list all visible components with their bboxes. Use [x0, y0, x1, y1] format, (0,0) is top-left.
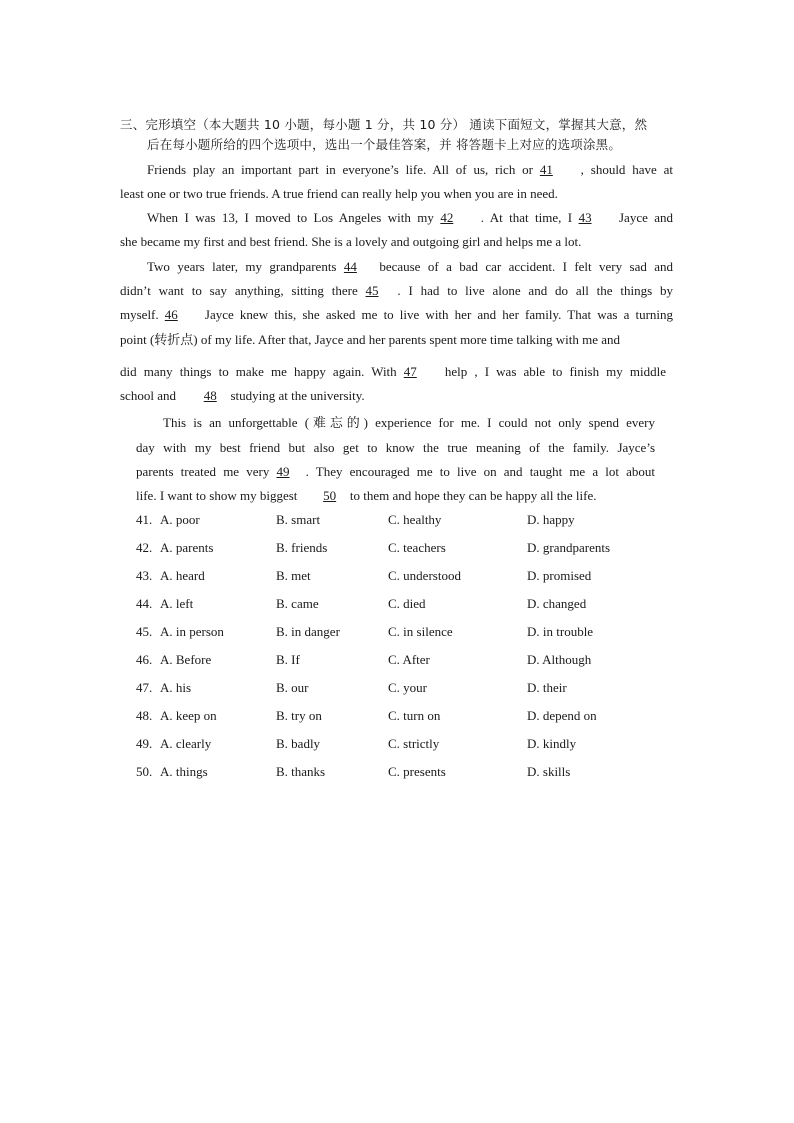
- option-c: C. in silence: [388, 624, 453, 639]
- blank-41: 41: [539, 162, 553, 177]
- option-b: B. in danger: [276, 624, 340, 639]
- passage-line: day with my best friend but also get to know the true meaning of the family. Jayce’s: [136, 440, 655, 455]
- option-a: A. keep on: [160, 708, 217, 723]
- option-b: B. came: [276, 596, 319, 611]
- passage-line: life. I want to show my biggest 50 to them and hope they can be happy all the life.: [136, 488, 597, 503]
- passage-line: myself. 46 Jayce knew this, she asked me to live with her and her family. That was a turning: [120, 307, 674, 322]
- passage-line: This is an unforgettable (难忘的) experience for me. I could not only spend every: [163, 415, 655, 430]
- option-b: B. badly: [276, 736, 321, 751]
- option-d: D. happy: [527, 512, 575, 527]
- passage-line: Friends play an important part in everyone’s life. All of us, rich or 41 , should have at: [147, 162, 674, 177]
- option-d: D. promised: [527, 568, 592, 583]
- option-a: A. left: [160, 596, 194, 611]
- option-b: B. thanks: [276, 764, 326, 779]
- question-number: 50.: [136, 764, 153, 779]
- section-header-line2: 后在每小题所给的四个选项中，选出一个最佳答案，并 将答题卡上对应的选项涂黑。: [147, 137, 622, 152]
- option-c: C. your: [388, 680, 427, 695]
- blank-46: 46: [164, 307, 178, 322]
- question-number: 41.: [136, 512, 153, 527]
- option-c: C. After: [388, 652, 430, 667]
- passage-line: point (转折点) of my life. After that, Jayce and her parents spent more time talking with me and: [120, 332, 621, 347]
- question-number: 49.: [136, 736, 153, 751]
- option-d: D. changed: [527, 596, 587, 611]
- blank-47: 47: [403, 364, 417, 379]
- passage-line: least one or two true friends. A true friend can really help you when you are in need.: [120, 186, 558, 201]
- option-d: D. their: [527, 680, 567, 695]
- passage-line: did many things to make me happy again. With 47 help , I was able to finish my middle: [120, 364, 666, 379]
- option-b: B. met: [276, 568, 311, 583]
- option-a: A. his: [160, 680, 192, 695]
- option-d: D. grandparents: [527, 540, 611, 555]
- option-d: D. kindly: [527, 736, 577, 751]
- question-number: 47.: [136, 680, 153, 695]
- question-number: 44.: [136, 596, 153, 611]
- option-c: C. died: [388, 596, 426, 611]
- blank-45: 45: [365, 283, 379, 298]
- blank-42: 42: [440, 210, 454, 225]
- blank-43: 43: [578, 210, 592, 225]
- option-d: D. Although: [527, 652, 592, 667]
- option-b: B. friends: [276, 540, 328, 555]
- blank-50: 50: [323, 488, 337, 503]
- option-c: C. presents: [388, 764, 446, 779]
- option-d: D. skills: [527, 764, 571, 779]
- section-header-line1: 三、完形填空（本大题共 10 小题，每小题 1 分，共 10 分） 通读下面短文，掌握其大意，然: [120, 117, 648, 132]
- passage-line: she became my first and best friend. She is a lovely and outgoing girl and helps me a lot.: [120, 234, 582, 249]
- option-c: C. understood: [388, 568, 461, 583]
- passage-line: Two years later, my grandparents 44 because of a bad car accident. I felt very sad and: [147, 259, 674, 274]
- passage-line: parents treated me very 49 . They encouraged me to live on and taught me a lot about: [136, 464, 656, 479]
- option-c: C. turn on: [388, 708, 441, 723]
- option-c: C. strictly: [388, 736, 440, 751]
- blank-48: 48: [203, 388, 217, 403]
- blank-44: 44: [343, 259, 357, 274]
- option-b: B. try on: [276, 708, 322, 723]
- question-number: 43.: [136, 568, 153, 583]
- passage-line: didn’t want to say anything, sitting there 45 . I had to live alone and do all the things by: [120, 283, 673, 298]
- blank-49: 49: [276, 464, 290, 479]
- option-b: B. smart: [276, 512, 321, 527]
- option-d: D. depend on: [527, 708, 597, 723]
- question-number: 42.: [136, 540, 153, 555]
- option-b: B. If: [276, 652, 300, 667]
- question-number: 48.: [136, 708, 153, 723]
- option-a: A. clearly: [160, 736, 212, 751]
- option-a: A. heard: [160, 568, 205, 583]
- option-c: C. teachers: [388, 540, 446, 555]
- passage-line: school and 48 studying at the university.: [120, 388, 365, 403]
- option-a: A. Before: [160, 652, 212, 667]
- option-b: B. our: [276, 680, 309, 695]
- option-a: A. things: [160, 764, 208, 779]
- passage-line: When I was 13, I moved to Los Angeles with my 42 . At that time, I 43 Jayce and: [147, 210, 674, 225]
- question-number: 46.: [136, 652, 153, 667]
- option-d: D. in trouble: [527, 624, 594, 639]
- option-a: A. parents: [160, 540, 214, 555]
- option-c: C. healthy: [388, 512, 442, 527]
- question-number: 45.: [136, 624, 153, 639]
- option-a: A. in person: [160, 624, 224, 639]
- option-a: A. poor: [160, 512, 200, 527]
